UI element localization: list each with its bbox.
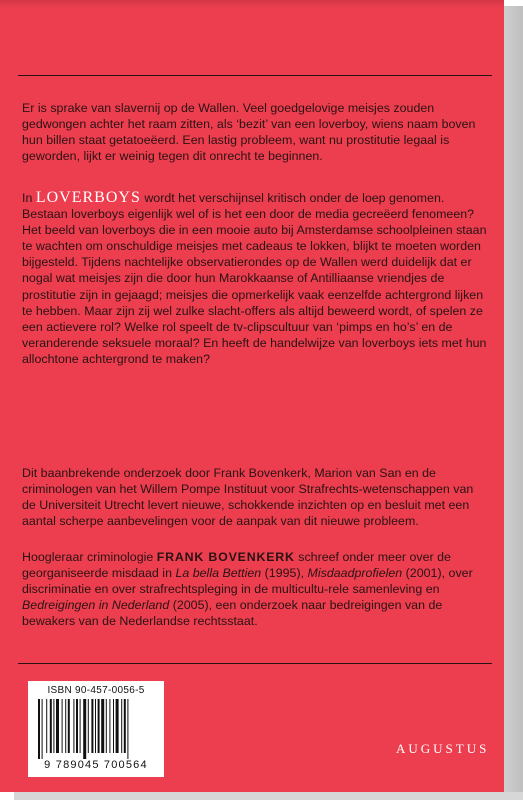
loverboys-paragraph-pre: In [22,191,36,205]
loverboys-paragraph [22,190,490,367]
book-bottom-edge [14,792,523,800]
barcode-bar [113,699,114,753]
bio-text-5: (2005), een onderzoek naar bedreigingen van de bewakers van de Nederlandse rechtsstaat. [22,598,443,629]
barcode-bar [42,699,43,759]
barcode-bar [65,699,66,753]
bio-text-3: (1995), [261,566,308,581]
barcode-bar [80,699,81,753]
barcode-icon [36,699,156,759]
cover-shadow [0,0,504,8]
author-name: FRANK BOVENKERK [156,550,295,564]
barcode-bar [76,699,78,753]
barcode-bar [121,699,122,753]
barcode-bar [98,699,100,753]
bio-text-2: schreef onder meer over de georganiseerde misdaad in [22,550,451,581]
book-title-1: La bella Bettien [175,566,262,581]
barcode-bar [50,699,52,753]
author-bio-paragraph [22,549,490,629]
barcode-bar [83,699,86,759]
book-title-highlight: LOVERBOYS [35,189,141,206]
publisher-logo: AUGUSTUS [396,741,490,756]
barcode-bar [46,699,47,753]
barcode-bar [106,699,107,753]
ean-number: 9 789045 700564 [44,759,148,771]
book-title-2: Misdaadprofielen [307,566,403,581]
barcode-bar [127,699,128,759]
barcode-bar [116,699,119,753]
barcode-bar [68,699,70,753]
research-paragraph: Dit baanbrekende onderzoek door Frank Bovenkerk, Marion van San en de criminologen van het Willem Pompe Instituut voor Strafrechts-wetenschappen van de Universiteit Utrecht levert nieuwe, schokkende inzichten op en besluit met een aantal scherpe aanbevelingen voor de aanpak van dit nieuwe probleem. [22,466,474,529]
isbn-label: ISBN 90-457-0056-5 [47,685,145,696]
barcode-bar [53,699,54,753]
bio-text-1: Hoogleraar criminologie [22,550,157,564]
barcode-bar [62,699,63,753]
barcode-bar [73,699,74,753]
barcode-bar [38,699,40,759]
intro-paragraph: Er is sprake van slavernij op de Wallen. Veel goedgelovige meisjes zouden gedwongen achter het raam zitten, als ‘bezit’ van een loverboy, wiens naam boven hun billen staat getatoeëerd. Een lastig probleem, want nu prostitutie legaal is geworden, lijkt er weinig tegen dit onrecht te beginnen. [22,101,476,164]
book-title-3: Bedreigingen in Nederland [22,598,170,613]
barcode-bar [88,699,89,753]
barcode-bar [124,699,126,753]
bottom-divider [18,663,492,664]
barcode-block [28,681,164,777]
book-page-edge [503,6,523,792]
barcode-bar [56,699,59,753]
barcode-bar [101,699,104,753]
bio-text-4: (2001), over discriminatie en over strafrechtspleging in de multicultu-rele samenleving en [22,566,473,597]
loverboys-paragraph-body: wordt het verschijnsel kritisch onder de loep genomen. Bestaan loverboys eigenlijk wel of is het een door de media gecreëerd fenomeen? Het beeld van loverboys die in een mooie auto bij Amsterdamse schoolpleinen staan te wachten om onschuldige meisjes met cadeaus te lokken, blijkt te moeten worden bijgesteld. Tijdens nachtelijke observatierondes op de Wallen werd duidelijk dat er nogal wat meisjes zijn die door hun Marokkaanse of Antilliaanse vriendjes de prostitutie zijn in gejaagd; meisjes die opmerkelijk vaak eenzelfde achtergrond lijken te hebben. Maar zijn zij wel zulke slacht-offers als altijd beweerd wordt, of spelen ze een actievere rol? Welke rol speelt de tv-clipscultuur van ‘pimps en ho’s’ en de veranderende seksuele moraal? En heeft de handelwijze van loverboys iets met hun allochtone achtergrond te maken? [22,191,487,366]
barcode-bar [95,699,96,753]
barcode-bar [91,699,93,753]
top-divider [18,75,492,76]
barcode-bar [109,699,110,753]
